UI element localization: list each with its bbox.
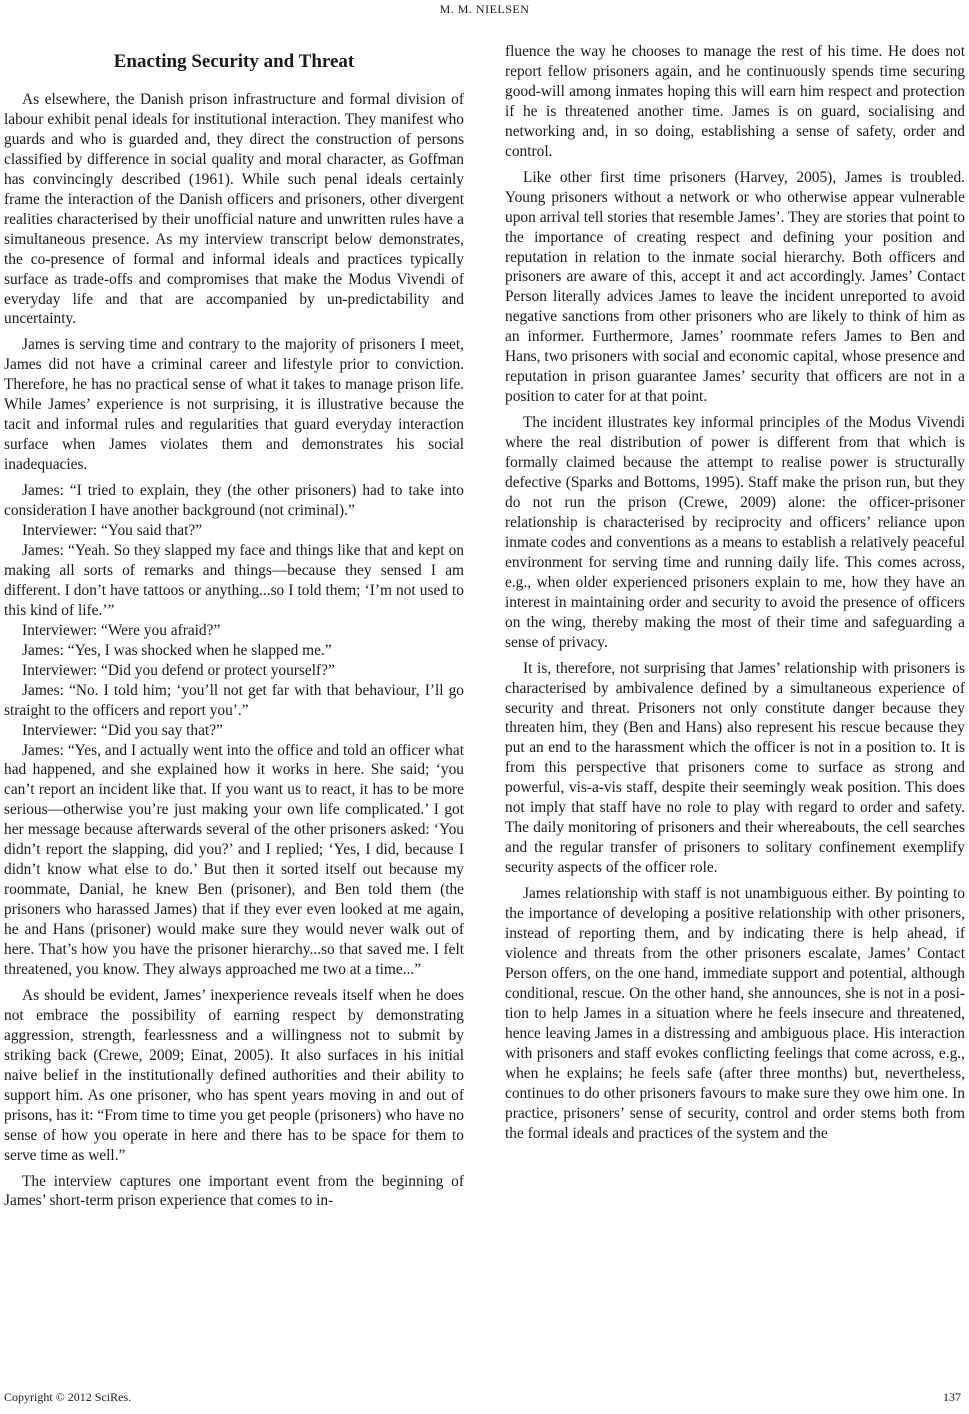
paragraph: Interviewer: “Did you say that?” — [22, 721, 223, 739]
paragraph: James: “No. I told him; ‘you’ll not get far with that behaviour, I’ll go straight to the officers and report you’.” — [4, 681, 464, 719]
paragraph: James: “Yes, I was shocked when he slapped me.” — [22, 641, 332, 659]
paragraph: James: “Yeah. So they slapped my face and things like that and kept on making all sorts of remarks and things—because they sensed I am different. I don’t have tattoos or anything...so I told them; ‘I’m not used to this kind of life.’” — [4, 541, 464, 619]
paragraph: As should be evident, James’ inexperience reveals itself when he does not embrace the possibility of earning respect by demonstrating aggression, strength, fearlessness and a willingness not to submit by striking back (Crewe, 2009; Einat, 2005). It also surfaces in his initial naive belief in the institutionally defined authorities and their ability to support him. As one prisoner, who has spent years moving in and out of prisons, has it: “From time to time you get people (prisoners) who have no sense of how you operate in here and there has to be space for them to serve time as well.” — [4, 986, 464, 1164]
paragraph: Interviewer: “Did you defend or protect yourself?” — [22, 661, 335, 679]
paragraph: James is serving time and contrary to the majority of prisoners I meet, James did not have a criminal career and lifestyle prior to conviction. Therefore, he has no practical sense of what it takes to manage prison life. While James’ experience is not surprising, it is illustrative because the tacit and informal rules and regularities that guard everyday interaction surface when James violates them and demonstrates his social inadequacies. — [4, 336, 464, 474]
left-column — [4, 42, 464, 1211]
running-head: M. M. NIELSEN — [439, 2, 530, 16]
page-number: 137 — [943, 1390, 961, 1404]
paragraph: The interview captures one important event from the beginning of James’ short-term prison experience that comes to in- — [4, 1172, 464, 1210]
paragraph: It is, therefore, not surprising that James’ relationship with prisoners is characterised by ambivalence defined by a simultaneous experience of security and threat. Prisoners not only constitute danger because they threaten him, they (Ben and Hans) also represent his rescue because they put an end to the harassment which the officer is not in a position to. It is from this perspective that prisoners come to surface as strong and powerful, vis-a-vis staff, despite their seemingly weak position. This does not imply that staff have no role to play with regard to order and safety. The daily monitoring of prisoners and their whereabouts, the cell searches and the regular transfer of prisoners to solitary confinement exemplify security aspects of the officer role. — [505, 659, 965, 877]
right-column — [505, 42, 965, 1143]
copyright-notice: Copyright © 2012 SciRes. — [4, 1390, 132, 1404]
section-title: Enacting Security and Threat — [113, 51, 355, 72]
paragraph: Interviewer: “You said that?” — [22, 522, 203, 540]
paragraph: James relationship with staff is not unambiguous either. By pointing to the importance of developing a positive relationship with other prisoners, instead of reporting them, and by indicating there is help ahead, if violence and threats from the other prisoners escalate, James’ Contact Person offers, on the one hand, immediate support and potential, although conditional, rescue. On the other hand, she announces, she is not in a position to help James in a situation where he feels insecure and threatened, hence leaving James in a distressing and ambiguous place. His interaction with prisoners and staff evokes conflicting feelings that come across, e.g., when he explains; he feels safe (after three months) but, nevertheless, continues to do other prisoners favours to make sure they owe him one. In practice, prisoners’ sense of security, control and order stems both from the formal ideals and practices of the system and the — [505, 885, 965, 1142]
paragraph: The incident illustrates key informal principles of the Modus Vivendi where the real distribution of power is different from that which is formally claimed because the attempt to realise power is structurally defective (Sparks and Bottoms, 1995). Staff make the prison run, but they do not run the prison (Crewe, 2009) alone: the officer-prisoner relationship is characterised by reciprocity and officers’ reliance upon inmate codes and conventions as a means to establish a relatively peaceful environment for serving time and running daily life. This comes across, e.g., when older experienced prisoners explain to me, how they have an interest in maintaining order and security to avoid the presence of officers on the wing, thereby making the most of their time and safeguarding a sense of privacy. — [505, 414, 965, 651]
paragraph: Interviewer: “Were you afraid?” — [22, 621, 221, 639]
paragraph: James: “Yes, and I actually went into the office and told an officer what had happened, and she explained how it works in here. She said; ‘you can’t report an incident like that. If you want us to react, it has to be more serious—otherwise you’re just making your own life complicated.’ I got her message because afterwards several of the other prisoners asked: ‘You didn’t report the slapping, did you?’ and I replied; ‘Yes, I did, because I didn’t know what else to do.’ But then it sorted itself out because my roommate, Danial, he knew Ben (prisoner), and Ben told them (the prisoners who harassed James) that if they ever even looked at me again, he and Hans (prisoner) would make sure they would never walk out of here. That’s how you have the prisoner hierarchy...so that saved me. I felt threatened, you know. They always approached me two at a time...” — [4, 741, 464, 978]
paragraph: Like other first time prisoners (Harvey, 2005), James is troubled. Young prisoners without a network or who otherwise appear vulnerable upon arrival tell stories that resemble James’. They are stories that point to the importance of creating respect and defining your position and reputation in relation to the inmate social hierarchy. Both officers and prisoners are aware of this, accept it and act accordingly. James’ Contact Person literally advices James to leave the incident unreported to avoid negative sanctions from other prisoners who are likely to think of him as an informer. Furthermore, James’ roommate refers James to Ben and Hans, two prisoners with social and economic capital, whose presence and reputation in prison guarantee James’ security that officers are not in a position to cater for at that point. — [505, 168, 965, 406]
paragraph: James: “I tried to explain, they (the other prisoners) had to take into consideration I have another background (not criminal).” — [4, 482, 464, 520]
paragraph: As elsewhere, the Danish prison infrastructure and formal division of labour exhibit penal ideals for institutional interaction. They manifest who guards and who is guarded and, they direct the construction of persons classified by difference in social quality and moral character, as Goffman has convincingly described (1961). While such penal ideals certainly frame the interaction of the Danish officers and prisoners, other divergent realities characterised by their unofficial nature and unwritten rules have a simultaneous presence. As my interview transcript below demonstrates, the co-presence of formal and informal ideals and practices typically surface as trade-offs and compromises that make the Modus Vivendi of everyday life and that are accompanied by un-predictability and uncertainty. — [4, 91, 464, 328]
paragraph: fluence the way he chooses to manage the rest of his time. He does not report fellow prisoners again, and he continuously spends time securing good-will among inmates hoping this will earn him respect and protection if he is threatened another time. James is on guard, socialising and networking and, in so doing, establishing a sense of safety, order and control. — [505, 43, 965, 160]
